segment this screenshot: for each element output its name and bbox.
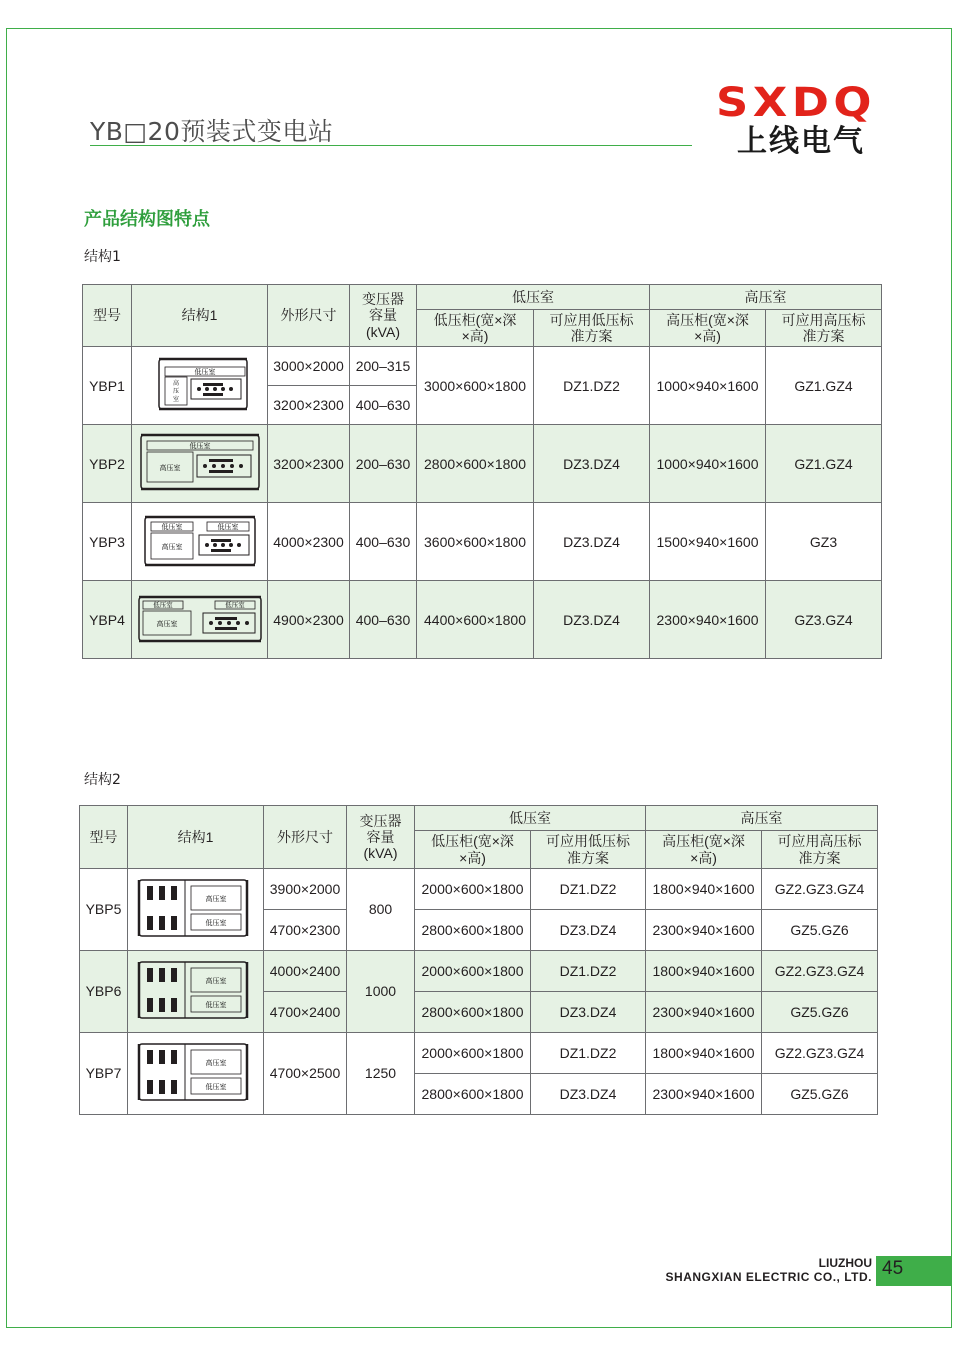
table-cell-dimension: 3200×2300: [268, 425, 350, 503]
table-cell-lv-cabinet: 4400×600×1800: [417, 581, 534, 659]
header-lv-scheme: 可应用低压标准方案: [531, 831, 646, 869]
diagram-hv-label: 高压室: [205, 894, 226, 903]
header-lv-cabinet: 低压柜(宽×深×高): [417, 310, 534, 347]
table-cell-hv-cabinet: 2300×940×1600: [646, 1074, 762, 1115]
table-cell-dimension: 4000×2300: [268, 503, 350, 581]
diagram-lv-label: 低压室: [161, 523, 182, 532]
page-number: 45: [882, 1258, 904, 1279]
table-cell-capacity: 400–630: [350, 581, 417, 659]
table-cell-lv-cabinet: 2800×600×1800: [415, 992, 531, 1033]
structure2-label: 结构2: [84, 772, 121, 788]
table-cell-capacity: 400–630: [350, 386, 417, 425]
svg-text:室: 室: [172, 396, 179, 403]
table-cell-hv-scheme: GZ1.GZ4: [766, 347, 882, 425]
header-hv-room: 高压室: [646, 806, 878, 831]
table-cell-capacity: 200–630: [350, 425, 417, 503]
table-cell-lv-cabinet: 2800×600×1800: [417, 425, 534, 503]
table-cell-dimension: 4000×2400: [264, 951, 347, 992]
table-cell-hv-cabinet: 1500×940×1600: [650, 503, 766, 581]
header-lv-cabinet: 低压柜(宽×深×高): [415, 831, 531, 869]
table-cell-lv-scheme: DZ1.DZ2: [531, 951, 646, 992]
diagram-hv-label: 高压室: [205, 976, 226, 985]
diagram-hv-label: 高压室: [159, 464, 180, 473]
svg-text:压: 压: [172, 388, 179, 395]
table-cell-model: YBP7: [80, 1033, 128, 1115]
table-cell-hv-scheme: GZ5.GZ6: [762, 1074, 878, 1115]
diagram-lv-label: 低压室: [224, 601, 245, 610]
table-cell-model: YBP5: [80, 869, 128, 951]
header-structure: 结构1: [128, 806, 264, 869]
table-cell-lv-scheme: DZ3.DZ4: [531, 1074, 646, 1115]
table-cell-lv-cabinet: 3000×600×1800: [417, 347, 534, 425]
table-cell-lv-scheme: DZ3.DZ4: [531, 992, 646, 1033]
table-cell-lv-cabinet: 2800×600×1800: [415, 910, 531, 951]
table-cell-lv-scheme: DZ1.DZ2: [531, 869, 646, 910]
table-cell-hv-scheme: GZ3: [766, 503, 882, 581]
header-capacity: 变压器容量(kVA): [347, 806, 415, 869]
table-cell-hv-scheme: GZ5.GZ6: [762, 910, 878, 951]
table-cell-model: YBP6: [80, 951, 128, 1033]
table-cell-hv-cabinet: 1800×940×1600: [646, 951, 762, 992]
table-cell-lv-scheme: DZ3.DZ4: [531, 910, 646, 951]
table-cell-hv-scheme: GZ2.GZ3.GZ4: [762, 1033, 878, 1074]
table-cell-model: YBP1: [83, 347, 132, 425]
table-cell-hv-cabinet: 1000×940×1600: [650, 425, 766, 503]
diagram-hv-label: 高压室: [205, 1058, 226, 1067]
diagram-hv-label: 高压室: [161, 543, 182, 552]
diagram-lv-label: 低压室: [189, 442, 210, 451]
table-cell-capacity: 800: [347, 869, 415, 951]
table-cell-hv-scheme: GZ1.GZ4: [766, 425, 882, 503]
header-capacity: 变压器容量(kVA): [350, 285, 417, 347]
ybp2-layout-diagram: [133, 425, 267, 499]
footer-city: LIUZHOU: [818, 1256, 872, 1270]
table-cell-capacity: 400–630: [350, 503, 417, 581]
header-lv-room: 低压室: [415, 806, 646, 831]
table-cell-lv-cabinet: 2000×600×1800: [415, 951, 531, 992]
structure-diagram-ybp1: [132, 347, 268, 425]
table-cell-dimension: 4700×2500: [264, 1033, 347, 1115]
ybp5-layout-diagram: [129, 870, 263, 946]
table-cell-lv-cabinet: 3600×600×1800: [417, 503, 534, 581]
table-cell-hv-cabinet: 2300×940×1600: [646, 910, 762, 951]
structure1-table: [82, 284, 882, 659]
table-cell-hv-cabinet: 2300×940×1600: [650, 581, 766, 659]
table-cell-lv-cabinet: 2000×600×1800: [415, 869, 531, 910]
table-cell-lv-scheme: DZ1.DZ2: [534, 347, 650, 425]
diagram-lv-label: 低压室: [194, 368, 215, 376]
table-cell-model: YBP2: [83, 425, 132, 503]
footer-company: SHANGXIAN ELECTRIC CO., LTD.: [665, 1270, 872, 1284]
table-cell-hv-scheme: GZ2.GZ3.GZ4: [762, 869, 878, 910]
header-model: 型号: [80, 806, 128, 869]
table-cell-dimension: 4700×2300: [264, 910, 347, 951]
diagram-lv-label: 低压室: [205, 1000, 226, 1009]
diagram-hv-label: 高压室: [156, 620, 177, 629]
header-hv-room: 高压室: [650, 285, 882, 310]
table-cell-hv-cabinet: 1000×940×1600: [650, 347, 766, 425]
ybp3-layout-diagram: [133, 503, 267, 577]
document-title: YB□20预装式变电站: [90, 117, 334, 146]
table-cell-lv-scheme: DZ3.DZ4: [534, 503, 650, 581]
header-dimension: 外形尺寸: [268, 285, 350, 347]
ybp7-layout-diagram: [129, 1034, 263, 1110]
section-heading: 产品结构图特点: [84, 209, 210, 230]
header-hv-scheme: 可应用高压标准方案: [766, 310, 882, 347]
title-underline: [90, 145, 692, 146]
structure-diagram-ybp4: [132, 581, 268, 659]
table-cell-hv-cabinet: 1800×940×1600: [646, 1033, 762, 1074]
table-cell-lv-scheme: DZ3.DZ4: [534, 581, 650, 659]
structure-diagram-ybp2: [132, 425, 268, 503]
structure2-table: [79, 805, 878, 1115]
diagram-lv-label: 低压室: [152, 601, 173, 610]
structure-diagram-ybp3: [132, 503, 268, 581]
table-cell-hv-scheme: GZ5.GZ6: [762, 992, 878, 1033]
table-cell-capacity: 1000: [347, 951, 415, 1033]
table-cell-lv-cabinet: 2800×600×1800: [415, 1074, 531, 1115]
svg-text:高: 高: [172, 380, 179, 387]
header-hv-cabinet: 高压柜(宽×深×高): [646, 831, 762, 869]
table-cell-dimension: 4700×2400: [264, 992, 347, 1033]
header-hv-scheme: 可应用高压标准方案: [762, 831, 878, 869]
structure1-label: 结构1: [84, 249, 121, 265]
table-cell-capacity: 200–315: [350, 347, 417, 386]
diagram-lv-label: 低压室: [217, 523, 238, 532]
table-cell-hv-scheme: GZ2.GZ3.GZ4: [762, 951, 878, 992]
header-lv-scheme: 可应用低压标准方案: [534, 310, 650, 347]
header-lv-room: 低压室: [417, 285, 650, 310]
brand-logo-cn: 上线电气: [737, 124, 865, 159]
table-cell-lv-cabinet: 2000×600×1800: [415, 1033, 531, 1074]
table-cell-dimension: 3900×2000: [264, 869, 347, 910]
structure-diagram-ybp6: [128, 951, 264, 1033]
table-cell-dimension: 4900×2300: [268, 581, 350, 659]
diagram-lv-label: 低压室: [205, 918, 226, 927]
table-cell-hv-scheme: GZ3.GZ4: [766, 581, 882, 659]
table-cell-lv-scheme: DZ1.DZ2: [531, 1033, 646, 1074]
header-structure: 结构1: [132, 285, 268, 347]
table-cell-hv-cabinet: 2300×940×1600: [646, 992, 762, 1033]
ybp4-layout-diagram: [133, 581, 267, 655]
ybp6-layout-diagram: [129, 952, 263, 1028]
header-hv-cabinet: 高压柜(宽×深×高): [650, 310, 766, 347]
diagram-lv-label: 低压室: [205, 1082, 226, 1091]
header-model: 型号: [83, 285, 132, 347]
brand-logo-en: SXDQ: [716, 80, 877, 126]
ybp1-layout-diagram: [133, 347, 267, 421]
table-cell-model: YBP3: [83, 503, 132, 581]
table-cell-dimension: 3200×2300: [268, 386, 350, 425]
structure-diagram-ybp5: [128, 869, 264, 951]
table-cell-model: YBP4: [83, 581, 132, 659]
structure-diagram-ybp7: [128, 1033, 264, 1115]
table-cell-hv-cabinet: 1800×940×1600: [646, 869, 762, 910]
header-dimension: 外形尺寸: [264, 806, 347, 869]
table-cell-dimension: 3000×2000: [268, 347, 350, 386]
table-cell-lv-scheme: DZ3.DZ4: [534, 425, 650, 503]
table-cell-capacity: 1250: [347, 1033, 415, 1115]
